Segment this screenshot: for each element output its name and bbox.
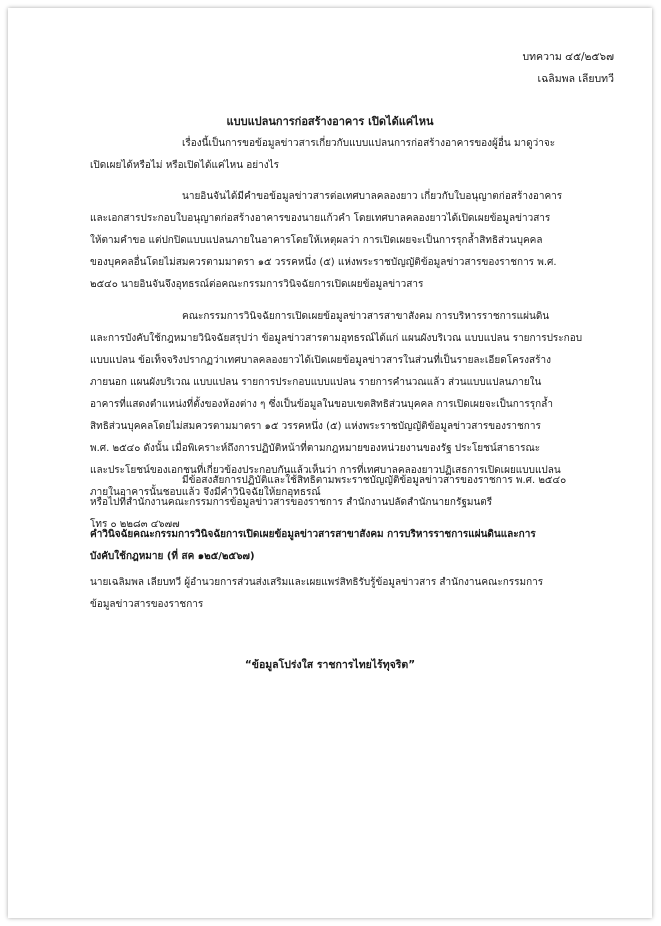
article-title: แบบแปลนการก่อสร้างอาคาร เปิดได้แค่ไหน	[226, 115, 434, 128]
intro-text: เรื่องนี้เป็นการขอข้อมูลข่าวสารเกี่ยวกับแบบแปลนการก่อสร้างอาคารของผู้อื่น มาดูว่าจะ เปิดเผยได้หรือไม่ หรือเปิดได้แค่ไหน อย่างไร	[90, 138, 556, 171]
author-credit	[90, 572, 622, 616]
header-author: เฉลิมพล เลียบทวี	[537, 73, 614, 85]
facts-paragraph	[90, 186, 622, 296]
document-page	[8, 8, 652, 918]
contact-text: มีข้อสงสัยการปฏิบัติและใช้สิทธิตามพระราชบัญญัติข้อมูลข่าวสารของราชการ พ.ศ. ๒๕๔๐ หรือไปที่สำนักงานคณะกรรมการข้อมูลข่าวสารของราชการ สำนักงานปลัดสำนักนายกรัฐมนตรี โทร ๐ ๒๒๘๓ ๔๖๗๗	[90, 475, 567, 530]
decision-text: คณะกรรมการวินิจฉัยการเปิดเผยข้อมูลข่าวสารสาขาสังคม การบริหารราชการแผ่นดิน และการบังคับใช้กฎหมายวินิจฉัยสรุปว่า ข้อมูลข่าวสารตามอุทธรณ์ได้แก่ แผนผังบริเวณ แบบแปลน รายการประกอบ แบบแปลน ข้อเท็จจริงปรากฏว่าเทศบาลคลองยาวได้เปิดเผยข้อมูลข่าวสารในส่วนที่เป็นรายละเอียดโครงสร้าง ภายนอก แผนผังบริเวณ แบบแปลน รายการประกอบแบบแปลน รายการคำนวณแล้ว ส่วนแบบแปลนภายใน อาคารที่แสดงตำแหน่งที่ตั้งของห้องต่าง ๆ ซึ่งเป็นข้อมูลในขอบเขตสิทธิส่วนบุคคล การเปิดเผยจะเป็นการรุกล้ำ สิทธิส่วนบุคคลโดยไม่สมควรตามมาตรา ๑๕ วรรคหนึ่ง (๕) แห่งพระราชบัญญัติข้อมูลข่าวสารของราชการ พ.ศ. ๒๕๔๐ ดังนั้น เมื่อพิเคราะห์ถึงการปฏิบัติหน้าที่ตามกฎหมายของหน่วยงานของรัฐ ประโยชน์สาธารณะ และประโยชน์ของเอกชนที่เกี่ยวข้องประกอบกันแล้วเห็นว่า การที่เทศบาลคลองยาวปฏิเสธการเปิดเผยแบบแปลน ภายในอาคารนั้นชอบแล้ว จึงมีคำวินิจฉัยให้ยกอุทธรณ์	[90, 311, 583, 498]
author-text: นายเฉลิมพล เลียบทวี ผู้อำนวยการส่วนส่งเสริมและเผยแพร่สิทธิรับรู้ข้อมูลข่าวสาร สำนักงานคณะกรรมการ ข้อมูลข่าวสารของราชการ	[90, 577, 544, 610]
intro-paragraph	[90, 133, 622, 177]
facts-text: นายอินจันได้มีคำขอข้อมูลข่าวสารต่อเทศบาลคลองยาว เกี่ยวกับใบอนุญาตก่อสร้างอาคาร และเอกสารประกอบใบอนุญาตก่อสร้างอาคารของนายแก้วคำ โดยเทศบาลคลองยาวได้เปิดเผยข้อมูลข่าวสาร ให้ตามคำขอ แต่ปกปิดแบบแปลนภายในอาคารโดยให้เหตุผลว่า การเปิดเผยจะเป็นการรุกล้ำสิทธิส่วนบุคคล ของบุคคลอื่นโดยไม่สมควรตามมาตรา ๑๕ วรรคหนึ่ง (๕) แห่งพระราชบัญญัติข้อมูลข่าวสารของราชการ พ.ศ. ๒๕๔๐ นายอินจันจึงอุทธรณ์ต่อคณะกรรมการวินิจฉัยการเปิดเผยข้อมูลข่าวสาร	[90, 191, 563, 290]
ruling-text: คำวินิจฉัยคณะกรรมการวินิจฉัยการเปิดเผยข้อมูลข่าวสารสาขาสังคม การบริหารราชการแผ่นดินและการ บังคับใช้กฎหมาย (ที่ สค ๑๒๕/๒๕๖๗)	[90, 529, 536, 562]
article-header	[522, 46, 614, 90]
slogan: “ข้อมูลโปร่งใส ราชการไทยไร้ทุจริต”	[244, 659, 416, 671]
ruling-reference	[90, 524, 622, 568]
article-number: บทความ ๔๕/๒๕๖๗	[522, 51, 614, 63]
